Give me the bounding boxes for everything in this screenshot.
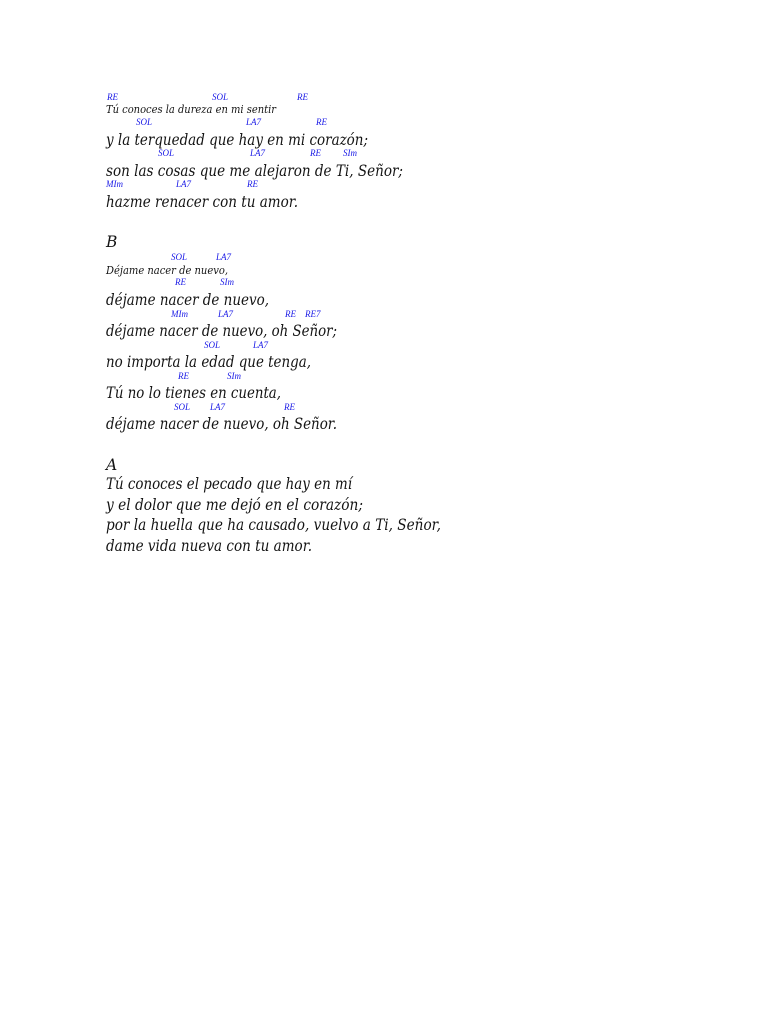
lyric-line: Tú conoces el pecado que hay en mí (106, 475, 352, 493)
lyric-line: Tú no lo tienes en cuenta, (106, 384, 281, 402)
lyric-line: déjame nacer de nuevo, oh Señor; (106, 322, 337, 340)
chord: SIm (227, 371, 241, 381)
chord: RE (310, 148, 321, 158)
chord: LA7 (250, 148, 266, 158)
section-label: B (106, 233, 118, 251)
chord: LA7 (246, 117, 262, 127)
lyric-line: Déjame nacer de nuevo, (106, 264, 228, 277)
chord: RE (247, 179, 258, 189)
lyric-line: déjame nacer de nuevo, (106, 291, 269, 309)
chord: SOL (204, 340, 221, 350)
section-label: A (106, 456, 118, 474)
chord: SIm (343, 148, 357, 158)
chord: SOL (171, 252, 188, 262)
chord: RE (297, 92, 308, 102)
chord: SOL (212, 92, 229, 102)
chord: MIm (106, 179, 123, 189)
chord: SOL (136, 117, 153, 127)
chord: LA7 (253, 340, 269, 350)
chord: RE (284, 402, 295, 412)
chord: LA7 (216, 252, 232, 262)
lyric-line: por la huella que ha causado, vuelvo a Ti, Señor, (106, 516, 441, 534)
chord: RE (285, 309, 296, 319)
chord: LA7 (176, 179, 192, 189)
chord: SIm (220, 277, 234, 287)
lyric-line: hazme renacer con tu amor. (106, 193, 298, 211)
lyric-line: dame vida nueva con tu amor. (106, 537, 312, 555)
chord: RE (316, 117, 327, 127)
chord: RE (178, 371, 189, 381)
lyric-line: y la terquedad que hay en mi corazón; (106, 131, 368, 149)
lyric-line: no importa la edad que tenga, (106, 353, 311, 371)
chord: RE (175, 277, 186, 287)
lyric-line: son las cosas que me alejaron de Ti, Señor; (106, 162, 403, 180)
chord: SOL (158, 148, 175, 158)
chord: LA7 (218, 309, 234, 319)
lyric-line: déjame nacer de nuevo, oh Señor. (106, 415, 337, 433)
chord: LA7 (210, 402, 226, 412)
chord: SOL (174, 402, 191, 412)
lyric-line: Tú conoces la dureza en mi sentir (106, 103, 276, 116)
chord: RE (107, 92, 118, 102)
chord: MIm (171, 309, 188, 319)
lyric-line: y el dolor que me dejó en el corazón; (106, 496, 363, 514)
chord: RE7 (305, 309, 321, 319)
